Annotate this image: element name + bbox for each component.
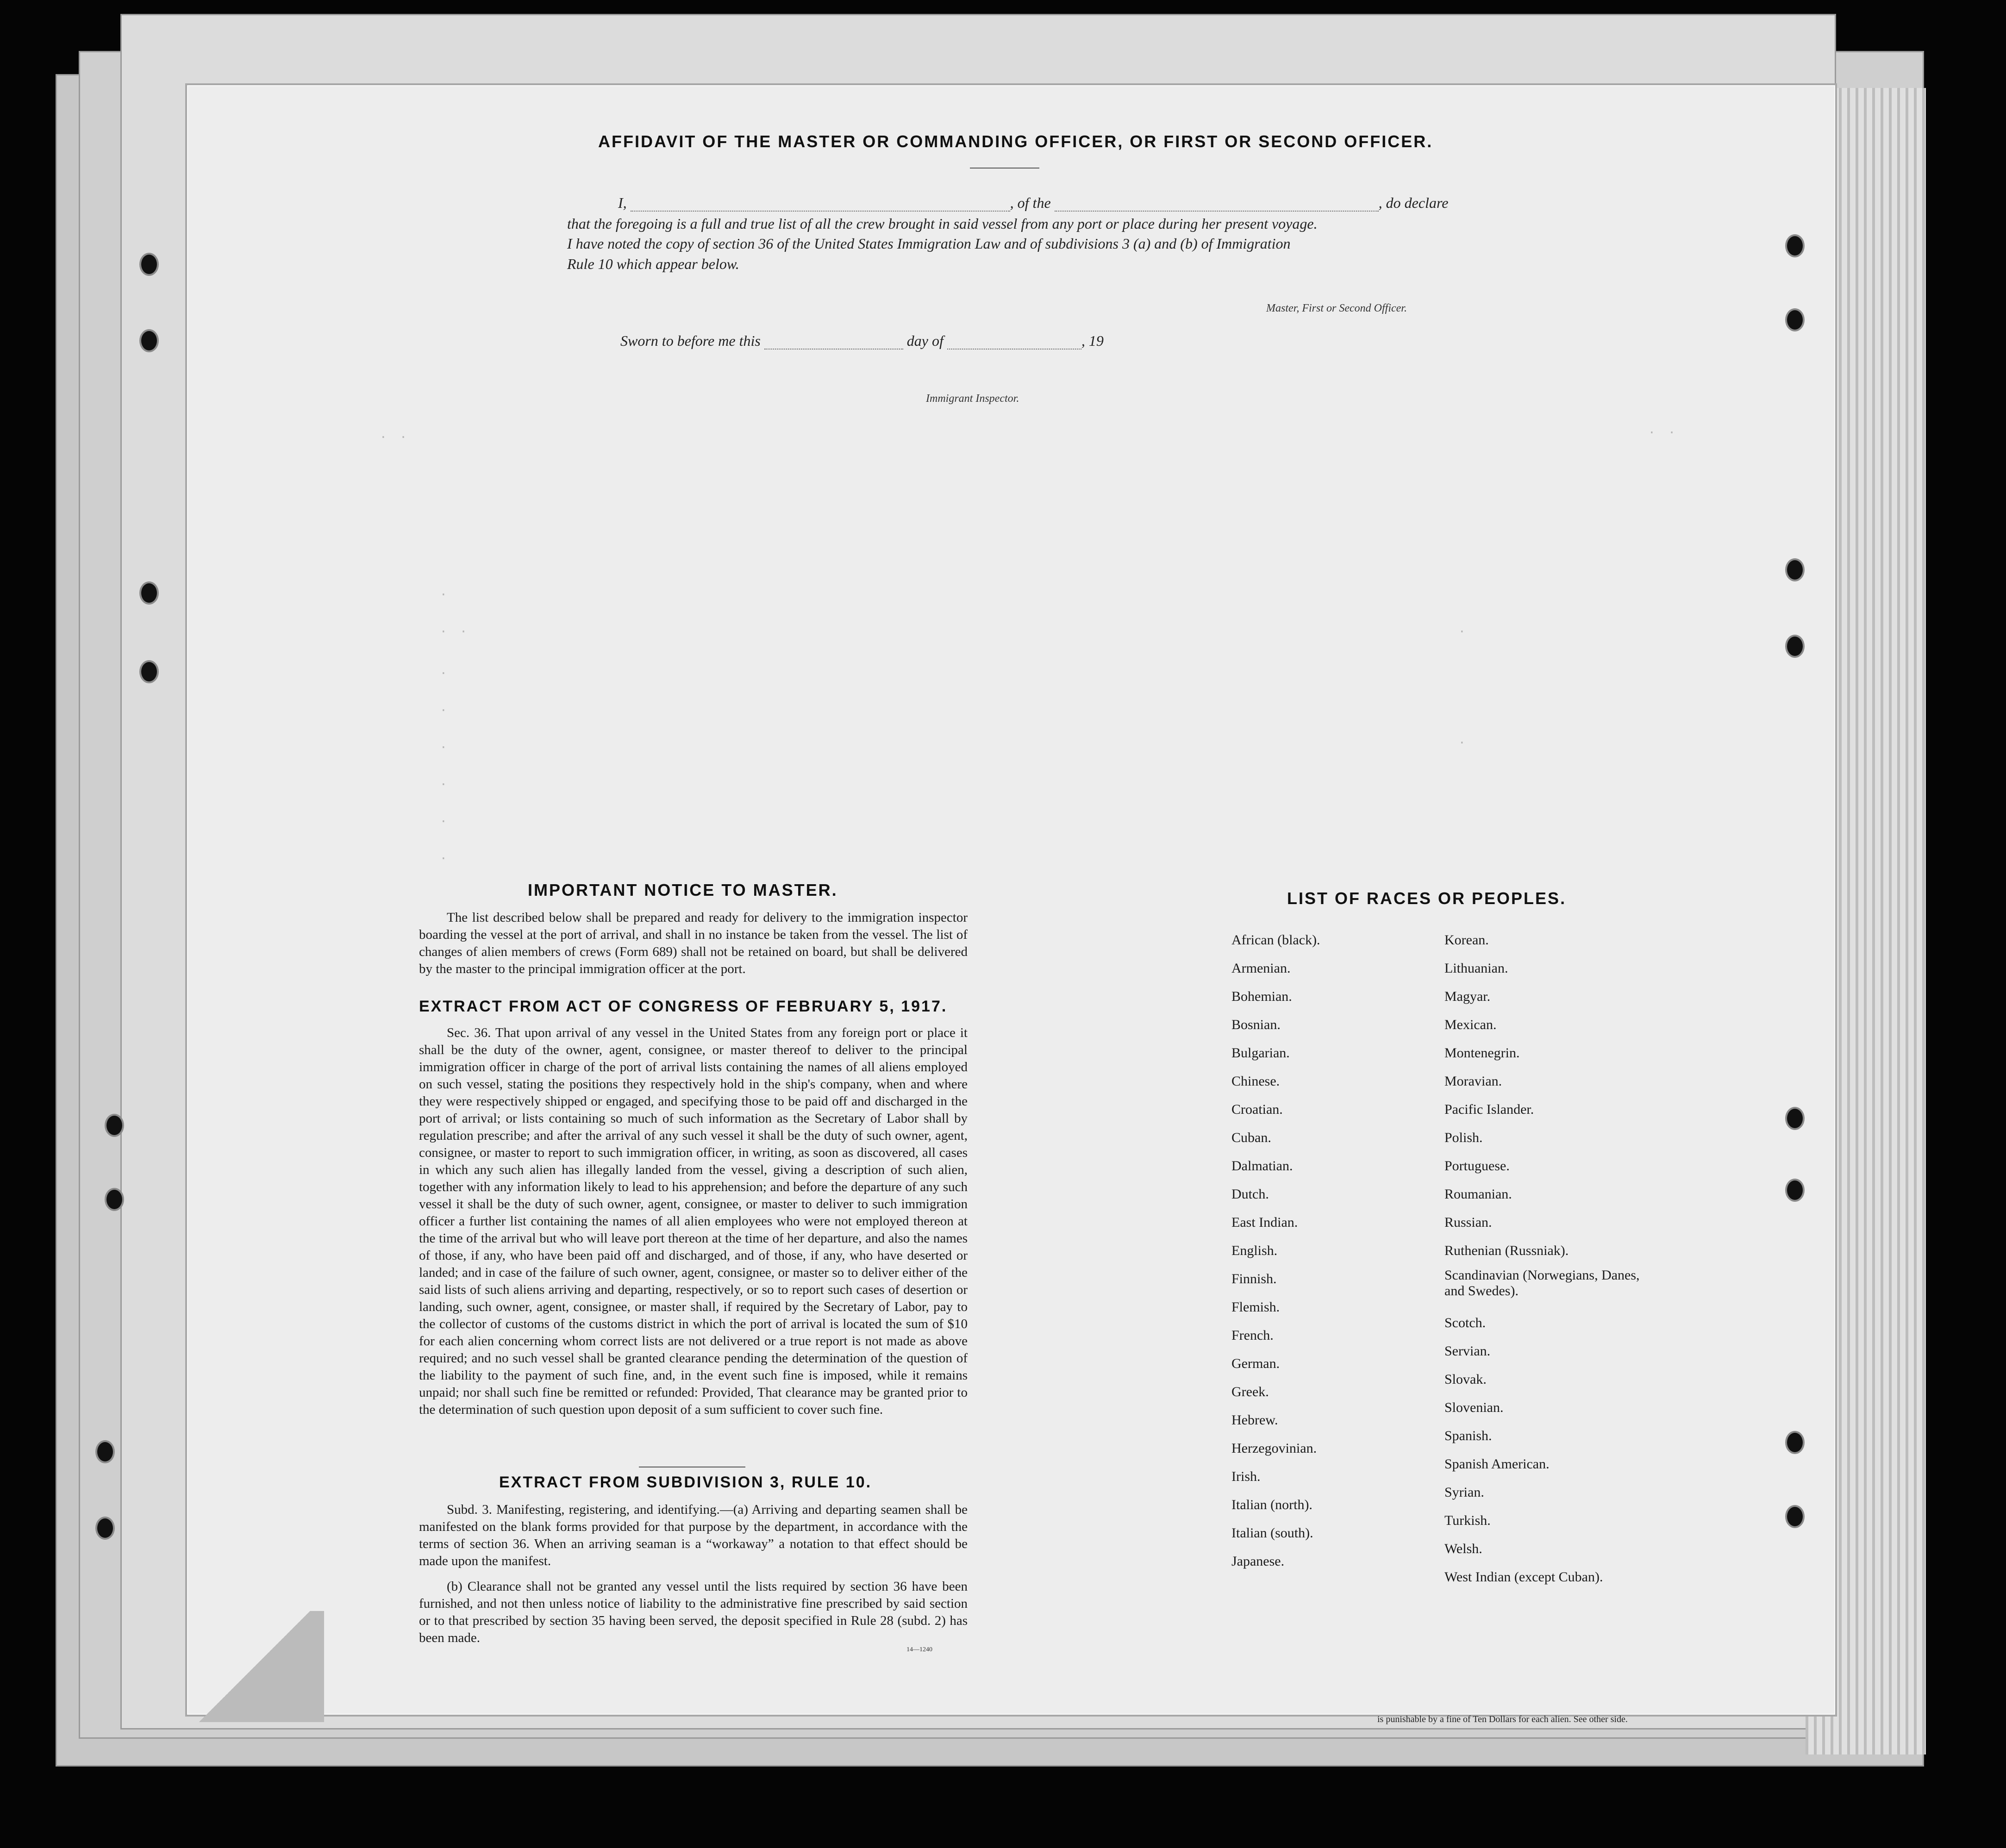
bleed-through-row: · · [380, 431, 410, 444]
declare-label: , do declare [1378, 194, 1449, 211]
extract-act-text: Sec. 36. That upon arrival of any vessel in the United States from any foreign port or place it shall be the duty of the owner, agent, consignee, or master thereof to deliver to the principal immigration officer in charge of the port of arrival lists containing the names of all aliens employed on such vessel, stating the positions they respectively hold in the ship's company, when and where they were respectively shipped or engaged, and specifying those to be paid off and discharged in the port of arrival; or lists containing so much of such information as the Secretary of Labor shall by regulation prescribe; and after the arrival of any such vessel it shall be the duty of such owner, agent, consignee, or master to report to such immigration officer, in writing, as soon as discovered, all cases in which any such alien has illegally landed from the vessel, giving a description of such alien, together with any information likely to lead to his apprehension; and before the departure of any such vessel it shall be the duty of such owner, agent, consignee, or master to deliver to such immigration officer a further list containing the names of all alien employees who were not employed thereon at the time of the arrival but who will leave port thereon at the time of her departure, and also the names of those, if any, who have been paid off and discharged, and of those, if any, who have deserted or landed; and in case of the failure of such owner, agent, consignee, or master so to deliver either of the said lists of such aliens arriving and departing, respectively, or so to report such cases of desertion or landing, such owner, agent, consignee, or master shall, if required by the Secretary of Labor, pay to the collector of customs of the customs district in which the port of arrival is located the sum of $10 for each alien concerning whom correct lists are not delivered or a true report is not made as above required; and no such vessel shall be granted clearance pending the determination of the question of the liability to the payment of such fine, and, in the event such fine is imposed, while it remains unpaid; nor shall such fine be remitted or refunded: Provided, That clearance may be granted prior to the determination of such question upon deposit of a sum sufficient to cover such fine. [419, 1025, 968, 1417]
extract-act-title: EXTRACT FROM ACT OF CONGRESS OF FEBRUARY 5, 1917. [419, 998, 948, 1015]
races-title: LIST OF RACES OR PEOPLES. [1287, 889, 1567, 908]
bleed-through-row: · [440, 815, 450, 829]
punch-hole [106, 1190, 122, 1209]
punch-hole [1787, 1109, 1803, 1128]
punch-hole [97, 1442, 113, 1461]
race-item: Scandinavian (Norwegians, Danes, and Swedes). [1444, 1267, 1640, 1299]
race-item: Welsh. [1444, 1541, 1482, 1556]
race-item: Spanish. [1444, 1428, 1492, 1443]
race-item: English. [1231, 1243, 1278, 1258]
race-item: Scotch. [1444, 1315, 1486, 1330]
affidavit-line-2: that the foregoing is a full and true list of all the crew brought in said vessel from any port or place during her present voyage. [567, 215, 1318, 232]
race-item: Armenian. [1231, 961, 1291, 976]
punch-hole [1787, 1433, 1803, 1452]
year-label: , 19 [1081, 332, 1104, 349]
punch-hole [1787, 310, 1803, 330]
race-item: African (black). [1231, 932, 1320, 948]
race-item: East Indian. [1231, 1215, 1298, 1230]
race-item: Roumanian. [1444, 1186, 1512, 1202]
notice-text: The list described below shall be prepared and ready for delivery to the immigration inspector boarding the vessel at the port of arrival, and shall in no instance be taken from the vessel. The list of changes of alien members of crews (Form 689) shall not be retained on board, but shall be delivered by the master to the principal immigration officer at the port. [419, 910, 968, 976]
race-item: Magyar. [1444, 989, 1491, 1004]
affidavit-line-3: I have noted the copy of section 36 of the United States Immigration Law and of subdivisions 3 (a) and (b) of Immigration [567, 235, 1291, 252]
race-item: Irish. [1231, 1469, 1261, 1484]
race-item: Dutch. [1231, 1186, 1269, 1202]
bleed-through-row: · · [440, 625, 470, 639]
punch-hole [1787, 637, 1803, 656]
footer-note: is punishable by a fine of Ten Dollars for each alien. See other side. [1377, 1714, 1628, 1724]
extract-rule-text-a: Subd. 3. Manifesting, registering, and identifying.—(a) Arriving and departing seamen shall be manifested on the blank forms provided for that purpose by the department, in accordance with the terms of section 36. When an arriving seaman is a “workaway” a notation to that effect should be made upon the manifest. [419, 1502, 968, 1568]
bleed-through-row: · · [1648, 426, 1678, 440]
race-item: Mexican. [1444, 1017, 1497, 1032]
day-blank[interactable] [764, 335, 903, 350]
race-item: Portuguese. [1444, 1158, 1510, 1174]
bleed-through-row: · [1458, 736, 1469, 750]
vessel-blank[interactable] [1055, 197, 1379, 212]
bleed-through-row: · [440, 704, 450, 718]
extract-rule-text-b: (b) Clearance shall not be granted any vessel until the lists required by section 36 have been furnished, and not then unless notice of liability to the administrative fine prescribed by said section or to that prescribed by section 35 having been served, the deposit specified in Rule 28 (subd. 2) has been made. [419, 1579, 968, 1645]
race-item: Herzegovinian. [1231, 1441, 1317, 1456]
notice-title: IMPORTANT NOTICE TO MASTER. [528, 880, 838, 899]
race-item: Chinese. [1231, 1074, 1280, 1089]
race-item: Pacific Islander. [1444, 1102, 1534, 1117]
punch-hole [1787, 1180, 1803, 1200]
affidavit-line-4: Rule 10 which appear below. [567, 256, 739, 272]
punch-hole [1787, 560, 1803, 580]
bleed-through-row: · [440, 852, 450, 866]
race-item: Croatian. [1231, 1102, 1283, 1117]
name-blank[interactable] [631, 197, 1010, 212]
punch-hole [97, 1518, 113, 1538]
races-column-2 [1444, 926, 1694, 1591]
race-item: Moravian. [1444, 1074, 1502, 1089]
race-item: Spanish American. [1444, 1456, 1550, 1472]
signature-caption: Master, First or Second Officer. [1266, 302, 1407, 314]
bleed-through-row: · [1458, 625, 1469, 639]
bleed-through-row: · [440, 778, 450, 792]
month-blank[interactable] [947, 335, 1081, 350]
race-item: Bohemian. [1231, 989, 1292, 1004]
races-column-1 [1231, 926, 1426, 1575]
race-item: Syrian. [1444, 1485, 1484, 1500]
race-item: Dalmatian. [1231, 1158, 1293, 1174]
race-item: Japanese. [1231, 1554, 1285, 1569]
race-item: Hebrew. [1231, 1412, 1278, 1428]
race-item: Russian. [1444, 1215, 1492, 1230]
race-item: Servian. [1444, 1343, 1491, 1359]
of-the-label: , of the [1010, 194, 1051, 211]
affidavit-line-1 [618, 194, 1448, 212]
punch-hole [1787, 236, 1803, 256]
race-item: Ruthenian (Russniak). [1444, 1243, 1569, 1258]
race-item: Flemish. [1231, 1299, 1280, 1315]
race-item: German. [1231, 1356, 1280, 1371]
folded-corner [185, 1611, 324, 1722]
race-item: Cuban. [1231, 1130, 1271, 1145]
extract-rule-title: EXTRACT FROM SUBDIVISION 3, RULE 10. [499, 1473, 872, 1491]
sworn-prefix: Sworn to before me this [620, 332, 761, 349]
punch-hole [141, 583, 157, 603]
race-item: Bosnian. [1231, 1017, 1281, 1032]
race-item: French. [1231, 1328, 1274, 1343]
punch-hole [141, 662, 157, 681]
race-item: Italian (north). [1231, 1497, 1312, 1512]
form-code: 14—1240 [906, 1646, 932, 1653]
punch-hole [141, 255, 157, 274]
race-item: Slovenian. [1444, 1400, 1504, 1415]
bleed-through-row: · [440, 741, 450, 755]
race-item: Bulgarian. [1231, 1045, 1290, 1061]
race-item: Turkish. [1444, 1513, 1491, 1528]
race-item: Montenegrin. [1444, 1045, 1520, 1061]
affidavit-title: AFFIDAVIT OF THE MASTER OR COMMANDING OFFICER, OR FIRST OR SECOND OFFICER. [598, 132, 1433, 151]
i-label: I, [618, 194, 627, 211]
sworn-line [620, 332, 1104, 350]
day-of-label: day of [906, 332, 944, 349]
punch-hole [1787, 1507, 1803, 1526]
inspector-caption: Immigrant Inspector. [926, 393, 1019, 405]
race-item: Finnish. [1231, 1271, 1277, 1286]
race-item: Greek. [1231, 1384, 1269, 1399]
race-item: Slovak. [1444, 1372, 1487, 1387]
race-item: Italian (south). [1231, 1525, 1313, 1541]
race-item: Polish. [1444, 1130, 1483, 1145]
race-item: Korean. [1444, 932, 1489, 948]
bleed-through-row: · [440, 588, 450, 602]
race-item: West Indian (except Cuban). [1444, 1569, 1603, 1585]
punch-hole [106, 1116, 122, 1135]
punch-hole [141, 331, 157, 350]
race-item: Lithuanian. [1444, 961, 1508, 976]
divider [970, 168, 1039, 169]
bleed-through-row: · [440, 667, 450, 681]
